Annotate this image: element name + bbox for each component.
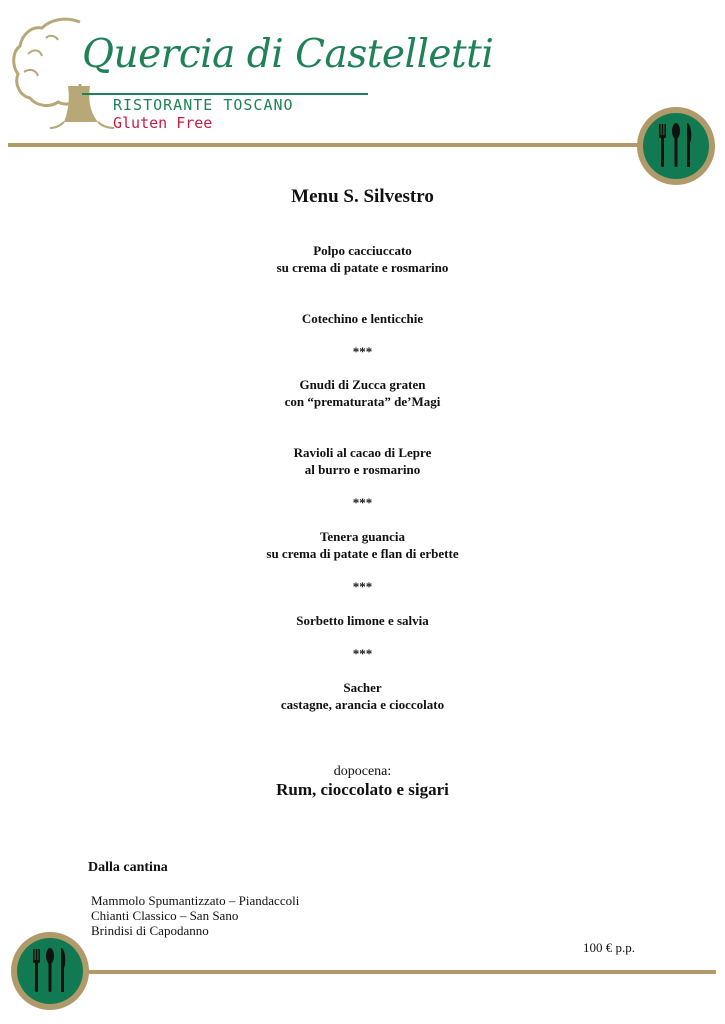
course-5-line-2: su crema di patate e flan di erbette — [266, 546, 459, 561]
price: 100 € p.p. — [583, 940, 635, 955]
course-6 — [0, 612, 725, 629]
brand-subtitle: RISTORANTE TOSCANO — [113, 96, 294, 114]
course-3 — [0, 376, 725, 410]
course-4-line-1: Ravioli al cacao di Lepre — [293, 445, 432, 460]
course-7-line-1: Sacher — [343, 680, 382, 695]
dopocena-text: Rum, cioccolato e sigari — [276, 780, 449, 799]
course-1-line-1: Polpo cacciuccato — [313, 243, 412, 258]
separator-3: *** — [352, 579, 373, 594]
wine-item-3: Brindisi di Capodanno — [91, 923, 209, 938]
course-7-line-2: castagne, arancia e cioccolato — [280, 697, 445, 712]
cutlery-emblem-bottom — [9, 930, 91, 1012]
course-4 — [0, 444, 725, 478]
brand-underline — [82, 93, 368, 95]
cutlery-icon — [635, 105, 717, 187]
separator-2: *** — [352, 495, 373, 510]
course-3-line-1: Gnudi di Zucca graten — [299, 377, 426, 392]
course-1-line-2: su crema di patate e rosmarino — [276, 260, 449, 275]
course-5-line-1: Tenera guancia — [319, 529, 406, 544]
top-divider — [8, 143, 642, 147]
course-7 — [0, 679, 725, 713]
course-5 — [0, 528, 725, 562]
course-2-line-1: Cotechino e lenticchie — [301, 311, 424, 326]
separator-4: *** — [352, 646, 373, 661]
dopocena-label: dopocena: — [333, 764, 392, 779]
course-6-line-1: Sorbetto limone e salvia — [296, 613, 429, 628]
cantina-title: Dalla cantina — [88, 860, 168, 875]
wine-item-2: Chianti Classico – San Sano — [91, 908, 239, 923]
wine-item-1: Mammolo Spumantizzato – Piandaccoli — [91, 893, 300, 908]
course-2 — [0, 310, 725, 327]
menu-title: Menu S. Silvestro — [291, 186, 434, 207]
brand-tagline: Gluten Free — [113, 114, 213, 132]
course-1 — [0, 242, 725, 276]
course-4-line-2: al burro e rosmarino — [304, 462, 421, 477]
cutlery-icon — [9, 930, 91, 1012]
bottom-divider — [84, 970, 716, 974]
course-3-line-2: con “prematurata” de’Magi — [284, 394, 441, 409]
cutlery-emblem-top — [635, 105, 717, 187]
brand-name: Quercia di Castelletti — [82, 32, 494, 77]
restaurant-logo — [10, 14, 494, 132]
separator-1: *** — [352, 344, 373, 359]
